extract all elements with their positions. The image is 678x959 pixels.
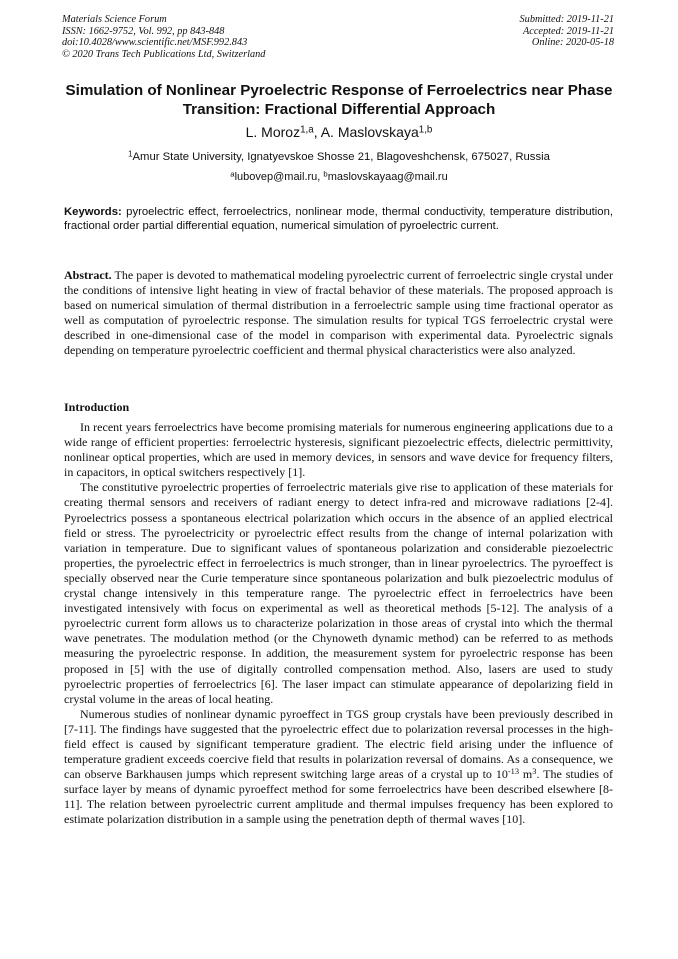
paragraph: In recent years ferroelectrics have become promising materials for numerous engineering applications due to a wide range of efficient properties: ferroelectric hysteresis, significant piezoelectric effects, dielectric permittivity, nonlinear optical properties, which are used in memory devices, in sensors and wave device for frequency filters, in capacitors, in optical switchers respectively [1]. <box>64 420 613 480</box>
author-list <box>0 124 678 141</box>
author-emails <box>0 170 678 184</box>
paragraph: The constitutive pyroelectric properties of ferroelectric materials give rise to application of these materials for creating thermal sensors and receivers of radiant energy to detect infra-red and microwave radiations [2-4]. Pyroelectrics possess a spontaneous electrical polarization which occurs in the absence of an applied electrical field or stress. The pyroelectricity or pyroelectric effect results from the change of internal polarization with variation in temperature. Due to significant values of spontaneous polarization and considerable piezoelectric properties, the pyroelectric effect in ferroelectrics is much stronger, than in linear pyroelectrics. The pyroeffect is specially observed near the Curie temperature since spontaneous polarization and bulk piezoelectric modulus of crystal change intensively in this temperature range. The pyroelectric effect in ferroelectrics have been investigated intensively with focus on experimental as well as theoretical methods [5-12]. The analysis of a pyroelectric current form allows us to characterize polarization in those areas of crystal into which the thermal wave penetrates. The modulation method (or the Chynoweth dynamic method) can be referred to as methods measuring the pyroelectric response. In addition, the measurement system for pyroelectric response has been proposed in [5] with the use of digitally controlled compensation method. Also, lasers are used to study pyroelectric properties of ferroelectrics [6]. The laser impact can stimulate appearance of depolarizing field in crystal volume in the areas of local heating. <box>64 480 613 706</box>
affiliation-superscript: 1 <box>128 149 133 159</box>
affiliation-text: Amur State University, Ignatyevskoe Shosse 21, Blagoveshchensk, 675027, Russia <box>132 151 550 163</box>
journal-issn: ISSN: 1662-9752, Vol. 992, pp 843-848 <box>62 25 225 37</box>
paragraph-text: . The studies of surface layer by means of dynamic pyroeffect method for some ferroelectrics have been described elsewhere [8-11]. The relation between pyroelectric current amplitude and thermal impulses frequency has been explored to estimate polarization distribution in a sample using the penetration depth of thermal waves [10]. <box>64 767 613 827</box>
paragraph <box>64 707 613 828</box>
date-accepted: Accepted: 2019-11-21 <box>522 25 614 37</box>
introduction-body <box>64 420 613 828</box>
author-separator: , <box>313 124 321 140</box>
paragraph-text: Numerous studies of nonlinear dynamic pyroeffect in TGS group crystals have been previously described in [7-11]. The findings have suggested that the pyroelectric effect due to polarization reversal processes in the high-field effect is caused by significant temperature gradient. The electric field arising under the influence of temperature gradient exceeds coercive field that results in polarization reversal of domains. As a consequence, we can observe Barkhausen jumps which represent switching large areas of a crystal up to 10 <box>64 706 613 782</box>
abstract <box>64 268 613 359</box>
abstract-text: The paper is devoted to mathematical modeling pyroelectric current of ferroelectric single crystal under the conditions of intensive light heating in view of fractal behavior of these materials. The proposed approach is based on numerical simulation of thermal distribution in a ferroelectric sample using time fractional operator as well as computation of pyroelectric response. The simulation results for typical TGS ferroelectric crystal were described in one-dimensional case of the model in comparison with experimental data. Pyroelectric signals depending on temperature pyroelectric coefficient and thermal physical characteristics were also analyzed. <box>64 268 613 358</box>
date-online: Online: 2020-05-18 <box>531 37 614 49</box>
section-heading-introduction: Introduction <box>64 400 130 414</box>
keywords <box>64 205 613 233</box>
journal-name: Materials Science Forum <box>62 14 167 25</box>
keywords-text: pyroelectric effect, ferroelectrics, nonlinear mode, thermal conductivity, temperature distribution, fractional order partial differential equation, numerical simulation of pyroelectric current. <box>64 206 614 233</box>
email-superscript: a <box>230 169 235 179</box>
date-submitted: Submitted: 2019-11-21 <box>519 14 614 25</box>
journal-copyright: © 2020 Trans Tech Publications Ltd, Switzerland <box>62 48 266 60</box>
email-link[interactable]: lubovep@mail.ru <box>234 171 318 183</box>
paper-title: Simulation of Nonlinear Pyroelectric Response of Ferroelectrics near Phase Transition: Fractional Differential Approach <box>65 82 613 118</box>
journal-doi: doi:10.4028/www.scientific.net/MSF.992.843 <box>62 37 248 49</box>
keywords-label: Keywords: <box>64 206 122 218</box>
author-name: L. Moroz <box>245 124 301 140</box>
affiliation <box>0 150 678 164</box>
email-link[interactable]: maslovskayaag@mail.ru <box>327 171 448 183</box>
email-superscript: b <box>323 169 328 179</box>
publication-dates <box>520 14 614 49</box>
author-superscript: 1,b <box>418 124 433 136</box>
paragraph-text: m <box>519 767 533 782</box>
journal-header <box>62 14 265 60</box>
abstract-label: Abstract. <box>64 268 112 282</box>
exponent: -13 <box>507 767 520 777</box>
email-separator: , <box>317 171 324 183</box>
exponent: 3 <box>532 767 537 777</box>
author-name: A. Maslovskaya <box>320 124 419 140</box>
author-superscript: 1,a <box>300 124 314 136</box>
